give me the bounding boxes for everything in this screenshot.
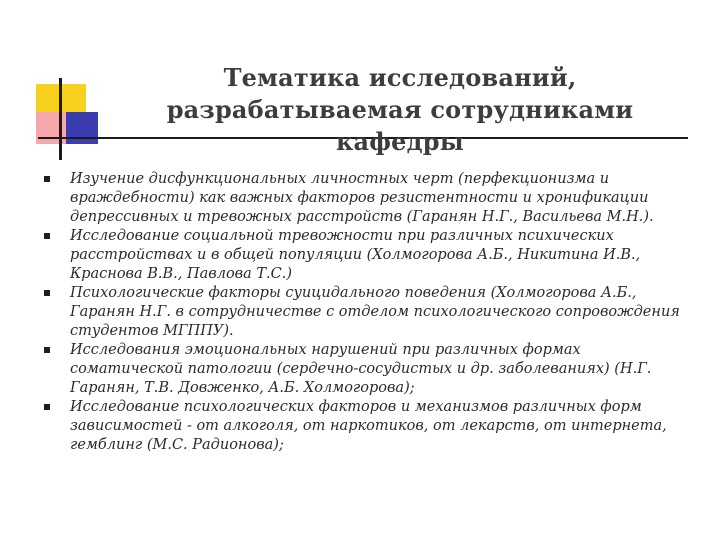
bullet-square-icon — [44, 233, 50, 239]
decor-vertical-line — [59, 78, 62, 160]
bullet-list — [44, 170, 694, 455]
list-item-text: Исследование психологических факторов и механизмов различных форм зависимостей - от алкоголя, от наркотиков, от лекарств, от интернета, гемблинг (М.С. Радионова); — [70, 399, 667, 453]
decor-red-square — [36, 112, 68, 144]
slide-title: Тематика исследований, разрабатываемая сотрудниками кафедры — [166, 63, 634, 156]
list-item — [44, 170, 694, 227]
list-item-text: Исследование социальной тревожности при различных психических расстройствах и в общей популяции (Холмогорова А.Б., Никитина И.В., Краснова В.В., Павлова Т.С.) — [70, 228, 641, 282]
list-item — [44, 398, 694, 455]
list-item-text: Изучение дисфункциональных личностных черт (перфекционизма и враждебности) как важных факторов резистентности и хронификации депрессивных и тревожных расстройств (Гаранян Н.Г., Васильева М.Н.). — [70, 171, 654, 225]
decor-blue-square — [66, 112, 98, 144]
bullet-square-icon — [44, 290, 50, 296]
bullet-square-icon — [44, 404, 50, 410]
list-item — [44, 227, 694, 284]
list-item-text: Исследования эмоциональных нарушений при различных формах соматической патологии (сердечно-сосудистых и др. заболеваниях) (Н.Г. Гаранян, Т.В. Довженко, А.Б. Холмогорова); — [70, 342, 652, 396]
bullet-square-icon — [44, 347, 50, 353]
list-item-text: Психологические факторы суицидального поведения (Холмогорова А.Б., Гаранян Н.Г. в сотрудничестве с отделом психологического сопровождения студентов МГППУ). — [70, 285, 680, 339]
bullet-square-icon — [44, 176, 50, 182]
list-item — [44, 341, 694, 398]
list-item — [44, 284, 694, 341]
